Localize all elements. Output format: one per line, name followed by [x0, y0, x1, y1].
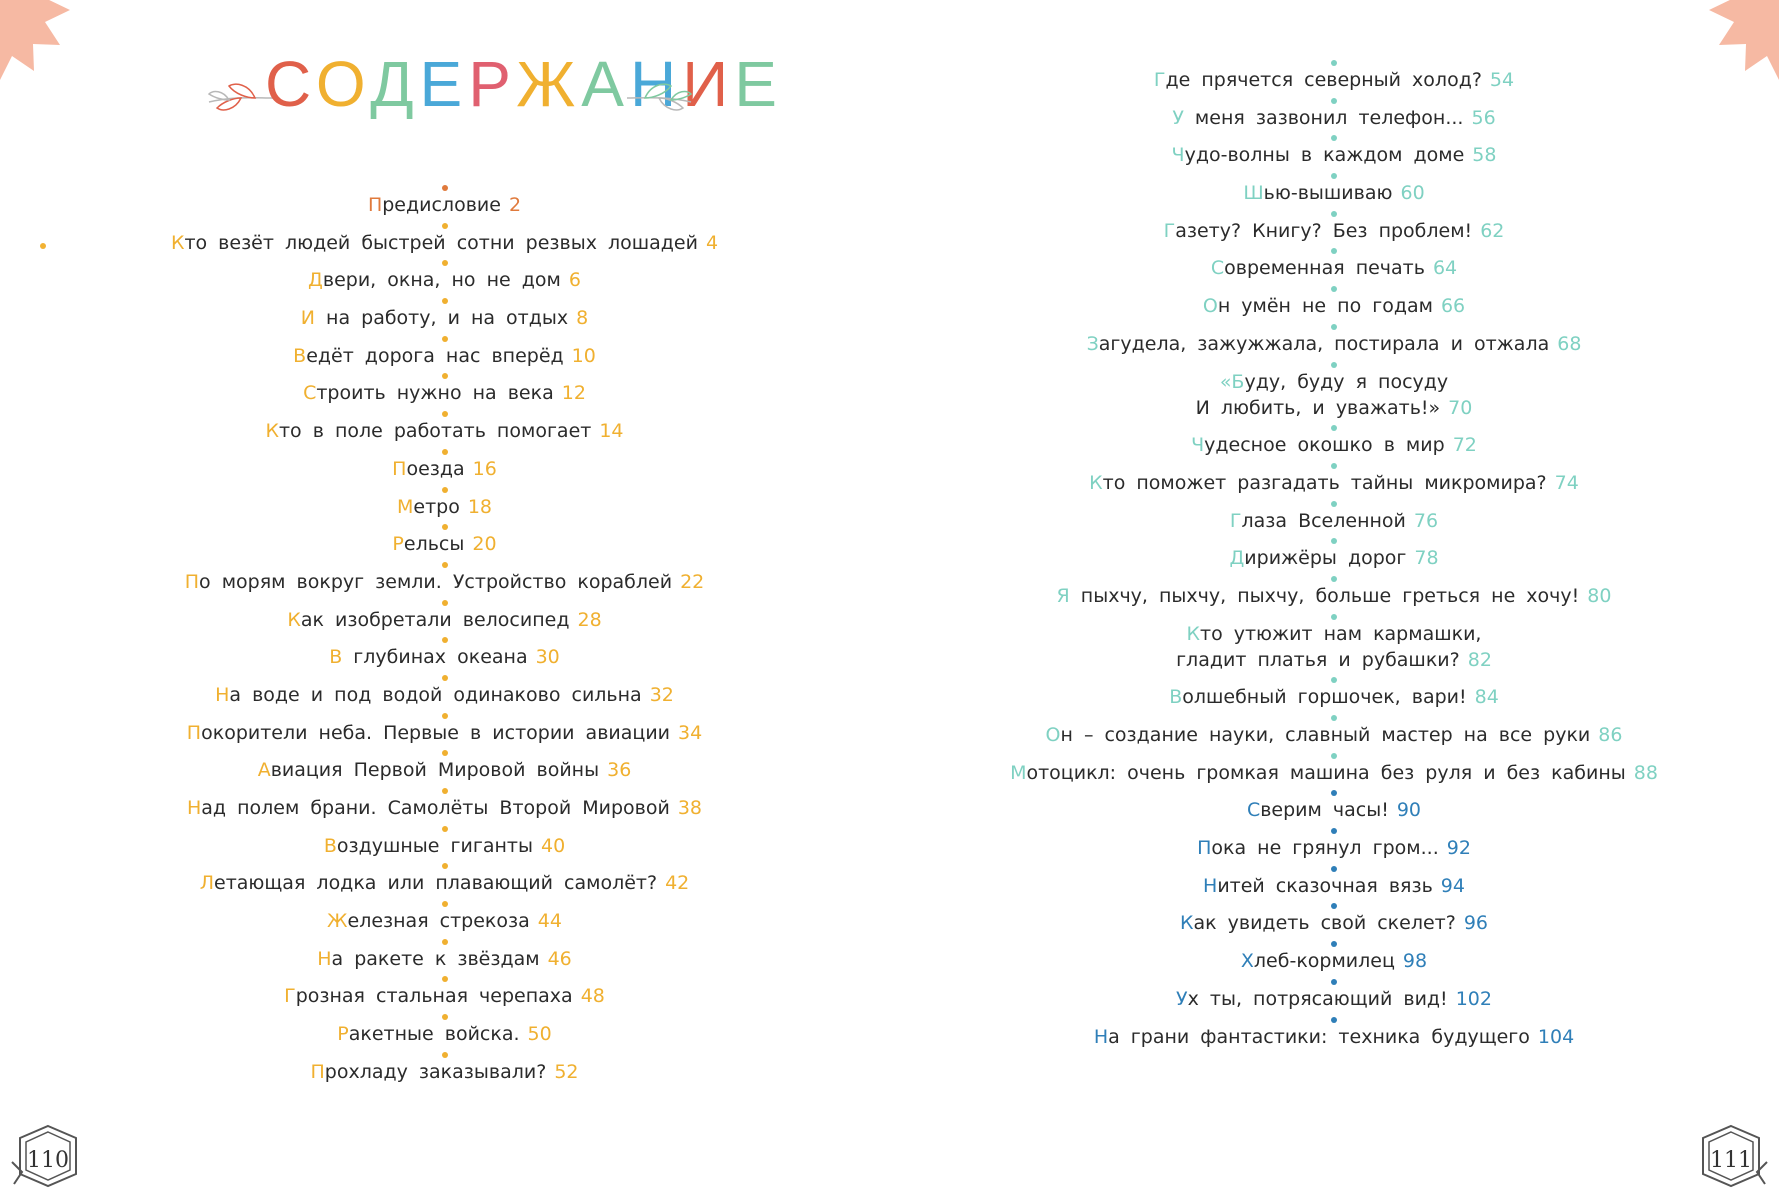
- entry-initial: К: [265, 420, 279, 443]
- page-ref: 78: [1414, 547, 1439, 570]
- page-ref: 70: [1448, 396, 1473, 419]
- bullet-dot: [442, 373, 448, 379]
- page-ref: 12: [561, 382, 586, 405]
- page-ref: 74: [1554, 471, 1579, 494]
- entry-initial: Ч: [1191, 434, 1205, 457]
- bullet-dot: [442, 1052, 448, 1058]
- bullet-dot: [442, 750, 448, 756]
- toc-entry: [0, 908, 889, 934]
- bullet-dot: [1331, 286, 1337, 292]
- entry-initial: Д: [1229, 547, 1245, 570]
- bullet-dot: [1331, 828, 1337, 834]
- page-ref: 38: [677, 797, 703, 819]
- toc-entry: [0, 531, 889, 557]
- page-ref: 20: [472, 533, 497, 556]
- entry-title: едёт дорога нас вперёд: [306, 344, 564, 367]
- toc-entry: [0, 1059, 889, 1085]
- page-ref: 30: [535, 646, 560, 669]
- bullet-dot: [1331, 135, 1337, 141]
- entry-title: ирижёры дорог: [1244, 547, 1407, 570]
- entry-initial: П: [184, 570, 200, 593]
- entry-title: елезная стрекоза: [347, 910, 530, 933]
- bullet-dot: [1331, 211, 1337, 217]
- bullet-dot: [1331, 1017, 1337, 1023]
- entry-title: удо-волны в каждом доме: [1184, 144, 1465, 167]
- toc-entry: [0, 757, 889, 783]
- page-ref: 64: [1432, 257, 1458, 280]
- bullet-dot: [1331, 463, 1337, 469]
- entry-title: итей сказочная вязь: [1217, 874, 1433, 897]
- entry-initial: З: [1086, 332, 1099, 355]
- toc-entry: [0, 795, 889, 821]
- entry-title: верим часы!: [1260, 799, 1389, 822]
- toc-entry: [889, 873, 1779, 899]
- entry-initial: К: [1179, 912, 1194, 935]
- bullet-dot: [442, 562, 448, 568]
- bullet-dot: [1331, 677, 1337, 683]
- bullet-dot: [442, 863, 448, 869]
- entry-title: уду, буду я посуду: [1244, 370, 1449, 393]
- page-ref: 42: [665, 872, 690, 895]
- entry-title: троить нужно на века: [316, 382, 554, 405]
- entry-title-line2: гладит платья и рубашки?: [1176, 648, 1460, 671]
- entry-title: н – создание науки, славный мастер на все руки: [1060, 724, 1591, 746]
- entry-initial: В: [293, 344, 307, 367]
- left-page: [0, 0, 889, 1200]
- toc-entry: [0, 607, 889, 633]
- page-number-badge: [1693, 1122, 1769, 1192]
- page-ref: 32: [649, 683, 674, 706]
- entry-initial: К: [1089, 471, 1103, 494]
- toc-entry: [889, 180, 1779, 206]
- toc-entry: [0, 380, 889, 406]
- bullet-dot: [442, 185, 448, 191]
- toc-entry: [0, 946, 889, 972]
- contents-list-left: [0, 192, 889, 1097]
- entry-title: акетные войска.: [348, 1023, 520, 1046]
- toc-entry: [889, 432, 1779, 458]
- entry-initial: И: [300, 307, 315, 330]
- page-ref: 90: [1396, 799, 1422, 822]
- bullet-dot: [442, 524, 448, 530]
- page-ref: 22: [680, 570, 705, 593]
- toc-entry: [889, 948, 1779, 974]
- toc-entry: [889, 218, 1779, 244]
- bullet-dot: [1331, 614, 1337, 620]
- bullet-dot: [1331, 425, 1337, 431]
- entry-title: меня зазвонил телефон...: [1183, 106, 1464, 129]
- entry-initial: С: [1246, 799, 1261, 822]
- entry-initial: Н: [215, 683, 230, 706]
- entry-initial: Н: [1093, 1025, 1109, 1048]
- toc-entry: [0, 1021, 889, 1047]
- bullet-dot: [442, 600, 448, 606]
- entry-initial: Ж: [327, 910, 348, 933]
- page-ref: 4: [705, 231, 719, 254]
- entry-title: ью-вышиваю: [1263, 182, 1393, 205]
- bullet-dot: [442, 260, 448, 266]
- entry-initial: Н: [1203, 874, 1218, 897]
- page-ref: 86: [1598, 724, 1623, 746]
- page-ref: 82: [1467, 648, 1492, 671]
- bullet-dot: [442, 637, 448, 643]
- bullet-dot: [442, 449, 448, 455]
- toc-entry: [889, 331, 1779, 357]
- entry-initial: Н: [317, 947, 332, 970]
- page-ref: 10: [571, 344, 596, 367]
- page-ref: 80: [1587, 584, 1612, 607]
- entry-title: то утюжит нам кармашки,: [1200, 622, 1482, 645]
- toc-entry: [0, 682, 889, 708]
- entry-title: глубинах океана: [342, 646, 528, 669]
- page-ref: 36: [607, 759, 632, 782]
- entry-title: етающая лодка или плавающий самолёт?: [214, 872, 658, 895]
- bullet-dot: [442, 223, 448, 229]
- entry-initial: М: [396, 495, 414, 518]
- entry-initial: П: [392, 457, 407, 480]
- entry-title: пыхчу, пыхчу, пыхчу, больше греться не хочу!: [1069, 584, 1580, 607]
- entry-title: леб-кормилец: [1253, 950, 1395, 973]
- bullet-dot: [442, 411, 448, 417]
- bullet-dot: [1331, 790, 1337, 796]
- entry-initial: О: [1045, 724, 1061, 746]
- bullet-dot: [1331, 866, 1337, 872]
- entry-initial: Н: [186, 797, 202, 819]
- page-ref: 104: [1537, 1025, 1575, 1048]
- toc-entry: [889, 986, 1779, 1012]
- bullet-dot: [1331, 715, 1337, 721]
- entry-initial: К: [287, 608, 301, 631]
- toc-entry: [889, 369, 1779, 421]
- entry-title: окорители неба. Первые в истории авиации: [201, 721, 671, 744]
- right-page: [889, 0, 1779, 1200]
- bullet-dot: [442, 939, 448, 945]
- entry-initial: «Б: [1219, 370, 1245, 393]
- entry-title: етро: [413, 495, 460, 518]
- page-ref: 66: [1440, 295, 1466, 318]
- toc-entry: [0, 720, 889, 746]
- entry-initial: С: [303, 382, 317, 405]
- bullet-dot: [442, 826, 448, 832]
- toc-entry: [889, 508, 1779, 534]
- entry-initial: К: [170, 231, 185, 254]
- toc-entry: [0, 644, 889, 670]
- bullet-dot: [1331, 576, 1337, 582]
- toc-entry: [889, 797, 1779, 823]
- entry-initial: П: [1197, 837, 1212, 860]
- page-ref: 46: [547, 947, 572, 970]
- toc-entry: [889, 67, 1779, 93]
- entry-initial: П: [367, 194, 383, 216]
- page-ref: 58: [1472, 144, 1497, 167]
- entry-initial: А: [257, 759, 271, 782]
- entry-initial: П: [186, 721, 202, 744]
- entry-title-line2: И любить, и уважать!»: [1195, 396, 1441, 419]
- entry-initial: В: [329, 646, 343, 669]
- toc-entry: [0, 456, 889, 482]
- page-ref: 94: [1440, 874, 1465, 897]
- bullet-dot: [442, 901, 448, 907]
- toc-entry: [0, 569, 889, 595]
- page-ref: 28: [577, 608, 602, 631]
- bullet-dot: [1331, 362, 1337, 368]
- toc-entry: [889, 470, 1779, 496]
- entry-initial: Р: [337, 1023, 349, 1046]
- toc-entry: [0, 833, 889, 859]
- bullet-dot: [1331, 903, 1337, 909]
- bullet-dot: [1331, 324, 1337, 330]
- page-ref: 102: [1455, 987, 1492, 1010]
- entry-initial: С: [1210, 257, 1225, 280]
- entry-title: оезда: [406, 457, 465, 480]
- entry-title: рохладу заказывали?: [324, 1060, 547, 1083]
- entry-initial: Р: [392, 533, 404, 556]
- entry-title: вери, окна, но не дом: [322, 269, 561, 292]
- bullet-dot: [1331, 941, 1337, 947]
- entry-title: ад полем брани. Самолёты Второй Мировой: [201, 797, 670, 819]
- entry-title: удесное окошко в мир: [1204, 434, 1445, 457]
- bullet-dot: [1331, 753, 1337, 759]
- entry-initial: Г: [1153, 69, 1166, 91]
- toc-entry: [889, 545, 1779, 571]
- entry-initial: К: [1186, 622, 1201, 645]
- toc-entry: [889, 835, 1779, 861]
- bullet-dot: [442, 788, 448, 794]
- page-ref: 56: [1471, 106, 1496, 129]
- corner-sunburst-decoration: [0, 0, 70, 80]
- page-ref: 44: [537, 910, 562, 933]
- toc-entry: [889, 105, 1779, 131]
- bullet-dot: [1331, 248, 1337, 254]
- entry-title: о морям вокруг земли. Устройство кораблей: [199, 570, 673, 593]
- page-ref: 98: [1402, 950, 1428, 973]
- toc-entry: [0, 494, 889, 520]
- entry-title: то в поле работать помогает: [278, 420, 592, 443]
- entry-initial: Д: [308, 269, 323, 292]
- page-ref: 76: [1413, 509, 1439, 532]
- toc-entry: [0, 983, 889, 1009]
- entry-initial: Х: [1240, 950, 1254, 973]
- toc-entry: [0, 267, 889, 293]
- entry-initial: У: [1172, 106, 1184, 129]
- entry-initial: Ч: [1171, 144, 1185, 167]
- entry-initial: Г: [284, 985, 296, 1008]
- entry-title: а ракете к звёздам: [331, 947, 540, 970]
- entry-title: то везёт людей быстрей сотни резвых лошадей: [184, 231, 698, 254]
- entry-initial: У: [1176, 987, 1188, 1010]
- page-ref: 52: [554, 1060, 579, 1083]
- bullet-dot: [442, 675, 448, 681]
- toc-entry: [889, 621, 1779, 673]
- bullet-dot: [442, 1014, 448, 1020]
- toc-entry: [0, 230, 889, 256]
- entry-initial: В: [323, 834, 337, 857]
- entry-title: ока не грянул гром...: [1211, 837, 1439, 860]
- toc-entry: [0, 305, 889, 331]
- toc-entry: [889, 722, 1779, 748]
- toc-entry: [0, 192, 889, 218]
- page-number-badge: [10, 1122, 86, 1192]
- toc-entry: [889, 1024, 1779, 1050]
- toc-entry: [0, 870, 889, 896]
- toc-entry: [889, 910, 1779, 936]
- page-ref: 14: [599, 420, 624, 443]
- page-ref: 48: [580, 985, 605, 1008]
- page-ref: 40: [540, 834, 566, 857]
- entry-initial: П: [310, 1060, 325, 1083]
- page-ref: 34: [678, 721, 703, 744]
- page-ref: 50: [527, 1023, 552, 1046]
- page-number: 110: [27, 1148, 69, 1173]
- entry-title: ельсы: [403, 533, 465, 556]
- page-ref: 92: [1446, 837, 1471, 860]
- bullet-dot: [1331, 538, 1337, 544]
- leaf-branch-icon: [625, 60, 695, 120]
- bullet-dot: [1331, 501, 1337, 507]
- toc-entry: [889, 760, 1779, 786]
- page-ref: 8: [576, 307, 589, 330]
- entry-initial: Г: [1229, 509, 1242, 532]
- page-ref: 68: [1557, 332, 1582, 355]
- page-ref: 6: [568, 269, 581, 292]
- entry-title: н умён не по годам: [1217, 295, 1433, 318]
- page-ref: 16: [472, 457, 497, 480]
- entry-title: виация Первой Мировой войны: [270, 759, 600, 782]
- page-ref: 88: [1633, 761, 1658, 784]
- bullet-dot: [442, 298, 448, 304]
- entry-initial: В: [1169, 686, 1183, 709]
- bullet-dot: [1331, 173, 1337, 179]
- entry-title: ак увидеть свой скелет?: [1193, 912, 1456, 935]
- page-ref: 62: [1480, 219, 1505, 242]
- entry-title: то поможет разгадать тайны микромира?: [1102, 471, 1547, 494]
- contents-list-right: [889, 67, 1779, 1061]
- toc-entry: [0, 418, 889, 444]
- entry-title: оздушные гиганты: [336, 834, 533, 857]
- page-ref: 2: [508, 194, 522, 216]
- entry-initial: Ш: [1243, 182, 1264, 205]
- entry-title: азету? Книгу? Без проблем!: [1175, 219, 1473, 242]
- entry-initial: Г: [1163, 219, 1176, 242]
- bullet-dot: [1331, 98, 1337, 104]
- entry-title: овременная печать: [1224, 257, 1425, 280]
- entry-title: а грани фантастики: техника будущего: [1108, 1025, 1530, 1048]
- page-title: СОДЕРЖАНИЕ: [265, 48, 783, 120]
- toc-entry: [889, 583, 1779, 609]
- bullet-dot: [442, 336, 448, 342]
- bullet-dot: [442, 487, 448, 493]
- bullet-dot: [442, 713, 448, 719]
- entry-initial: М: [1010, 761, 1027, 784]
- entry-title: лаза Вселенной: [1241, 509, 1406, 532]
- page-ref: 84: [1474, 686, 1499, 709]
- entry-title: редисловие: [382, 194, 501, 216]
- entry-initial: О: [1202, 295, 1218, 318]
- bullet-dot: [442, 976, 448, 982]
- entry-title: олшебный горшочек, вари!: [1182, 686, 1467, 709]
- entry-title: на работу, и на отдых: [314, 307, 569, 330]
- page-ref: 54: [1489, 69, 1515, 91]
- page-ref: 96: [1463, 912, 1489, 935]
- entry-title: розная стальная черепаха: [295, 985, 573, 1008]
- entry-initial: Л: [199, 872, 215, 895]
- page-number: 111: [1710, 1148, 1752, 1173]
- entry-title: ак изобретали велосипед: [300, 608, 570, 631]
- entry-title: отоцикл: очень громкая машина без руля и без кабины: [1026, 761, 1626, 784]
- toc-entry: [889, 142, 1779, 168]
- entry-title: х ты, потрясающий вид!: [1187, 987, 1448, 1010]
- entry-title: де прячется северный холод?: [1165, 69, 1482, 91]
- contents-title-block: [205, 40, 783, 130]
- bullet-dot: [1331, 60, 1337, 66]
- toc-entry: [889, 255, 1779, 281]
- toc-entry: [889, 293, 1779, 319]
- toc-entry: [889, 684, 1779, 710]
- bullet-dot: [1331, 979, 1337, 985]
- page-ref: 18: [467, 495, 493, 518]
- entry-title: агудела, зажужжала, постирала и отжала: [1098, 332, 1550, 355]
- page-ref: 60: [1400, 182, 1425, 205]
- page-ref: 72: [1452, 434, 1477, 457]
- entry-initial: Я: [1056, 584, 1070, 607]
- toc-entry: [0, 343, 889, 369]
- entry-title: а воде и под водой одинаково сильна: [229, 683, 642, 706]
